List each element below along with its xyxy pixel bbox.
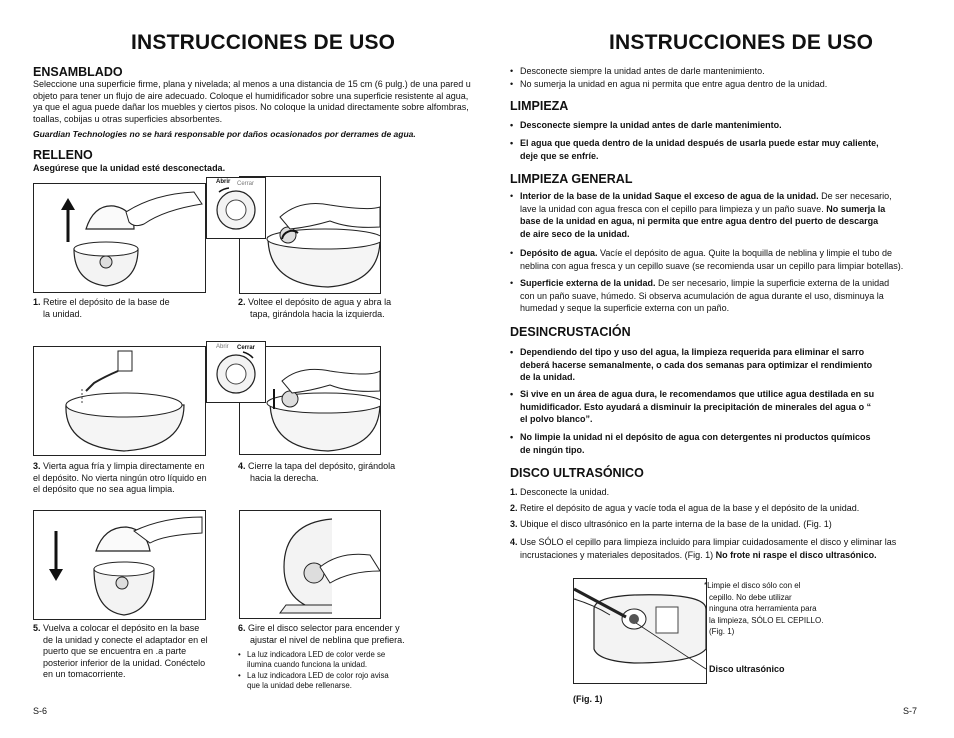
page-title-right: INSTRUCCIONES DE USO bbox=[609, 31, 874, 54]
bullet-text: De ser necesario, bbox=[818, 191, 892, 201]
bullet-text: humidificador. Esto ayudará a disminuir la precipitación de minerales del agua o “ bbox=[520, 401, 872, 412]
desincrustacion-bullet-1 bbox=[510, 346, 872, 384]
bullet-text-bold: de aire seco de la unidad. bbox=[520, 228, 630, 239]
section-heading-limpieza: LIMPIEZA bbox=[510, 99, 569, 113]
limpieza-bullet-2 bbox=[510, 137, 879, 162]
disco-step-2 bbox=[510, 502, 859, 515]
text-line: Seleccione una superficie firme, plana y nivelada; al menos a una distancia de 15 cm (6 pulg.) de una pared u bbox=[33, 79, 471, 89]
led-note-red bbox=[238, 671, 389, 691]
disco-step-4 bbox=[510, 536, 896, 561]
dial-label-open: Abrir bbox=[216, 179, 231, 185]
step-text: Gire el disco selector para encender y bbox=[248, 623, 400, 633]
step-text: tapa, girándola hacia la izquierda. bbox=[250, 308, 385, 319]
bullet-text: Dependiendo del tipo y uso del agua, la limpieza requerida para eliminar el sarro bbox=[520, 347, 865, 357]
limpieza-bullet-1: • Desconecte siempre la unidad antes de darle mantenimiento. bbox=[510, 119, 782, 132]
step-text: el depósito. No vierta ningún otro líquido en bbox=[33, 472, 207, 483]
dial-label-open: Abrir bbox=[216, 344, 229, 350]
section-heading-disco-ultrasonico: DISCO ULTRASÓNICO bbox=[510, 466, 644, 480]
step-text: Retire el depósito de agua y vacíe toda el agua de la base y el depósito de la unidad. bbox=[520, 503, 860, 513]
bullet-text-bold: Superficie externa de la unidad. bbox=[520, 278, 656, 288]
note-text: cepillo. No debe utilizar bbox=[709, 592, 792, 602]
step-text: hacia la derecha. bbox=[250, 472, 319, 483]
bullet-text-bold: Interior de la base de la unidad Saque el exceso de agua de la unidad. bbox=[520, 191, 819, 201]
step-number: 6. bbox=[238, 623, 246, 633]
general-bullet-3 bbox=[510, 277, 889, 315]
step-text: incrustaciones y materiales depositados. (Fig. 1) bbox=[520, 549, 716, 560]
step-3-caption bbox=[33, 461, 223, 496]
dial-label-close: Cerrar bbox=[237, 181, 255, 187]
bullet-text: No limpie la unidad ni el depósito de agua con detergentes ni productos químicos bbox=[520, 432, 871, 442]
step-1-caption bbox=[33, 297, 203, 320]
step-text: Desconecte la unidad. bbox=[520, 487, 610, 497]
step-text: posterior inferior de la unidad. Conéctelo bbox=[43, 657, 206, 668]
led-note-green bbox=[238, 650, 385, 670]
step-number: 1. bbox=[33, 297, 41, 307]
bullet-text: El agua que queda dentro de la unidad después de usarla puede estar muy caliente, bbox=[520, 138, 879, 148]
note-text: La luz indicadora LED de color verde se bbox=[247, 650, 386, 659]
step-number: 2. bbox=[238, 297, 246, 307]
relleno-note: Asegúrese que la unidad esté desconectada. bbox=[33, 163, 226, 173]
step-number: 4. bbox=[238, 461, 246, 471]
step-number: 1. bbox=[510, 487, 518, 497]
step-text: Vierta agua fría y limpia directamente en bbox=[43, 461, 205, 471]
step-number: 3. bbox=[510, 519, 518, 529]
section-heading-desincrustacion: DESINCRUSTACIÓN bbox=[510, 325, 631, 339]
bullet-text: Si vive en un área de agua dura, le recomendamos que utilice agua destilada en su bbox=[520, 389, 875, 399]
note-text: ilumina cuando funciona la unidad. bbox=[247, 660, 368, 669]
step-5-caption bbox=[33, 623, 223, 681]
text-line: objeto para tener un flujo de aire adecuado. Coloque el humidificador sobre una superficie resistente al agua, bbox=[33, 90, 469, 101]
bullet-text: Vacíe el depósito de agua. Quite la boquilla de neblina y limpie el tubo de bbox=[597, 248, 893, 258]
note-text: La luz indicadora LED de color rojo avisa bbox=[247, 671, 389, 680]
note-text: la limpieza, SÓLO EL CEPILLO. bbox=[709, 615, 824, 625]
disco-step-3 bbox=[510, 518, 832, 531]
bullet-text-bold: No sumerja la bbox=[826, 203, 886, 214]
disclaimer: Guardian Technologies no se hará responsable por daños ocasionados por derrames de agua. bbox=[33, 129, 416, 139]
ensamblado-text bbox=[33, 79, 471, 125]
bullet-text: lave la unidad con agua fresca con el cepillo para limpieza y un paño suave. bbox=[520, 203, 827, 214]
page-number-left: S-6 bbox=[33, 706, 48, 716]
intro-bullet: • Desconecte siempre la unidad antes de darle mantenimiento. bbox=[510, 65, 765, 78]
bullet-text-bold: base de la unidad en agua, ni permita que entre agua dentro del puerto de descarga bbox=[520, 216, 879, 227]
note-text: (Fig. 1) bbox=[709, 627, 735, 636]
bullet-text: De ser necesario, limpie la superficie externa de la unidad bbox=[655, 278, 890, 288]
step-number: 4. bbox=[510, 537, 518, 547]
bullet-text: deberá hacerse semanalmente, o cada dos semanas para optimizar el rendimiento bbox=[520, 359, 873, 370]
bullet-text: de la unidad. bbox=[520, 372, 576, 383]
desincrustacion-bullet-2 bbox=[510, 388, 874, 426]
step-text: Use SÓLO el cepillo para limpieza incluido para limpiar cuidadosamente el disco y eliminar las bbox=[520, 537, 897, 547]
step-text: ajustar el nivel de neblina que prefiera. bbox=[250, 634, 405, 645]
step-text: el depósito que no sea agua limpia. bbox=[33, 484, 175, 495]
bullet-text: deje que se enfríe. bbox=[520, 150, 599, 161]
bullet-text: de ningún tipo. bbox=[520, 444, 585, 455]
section-heading-relleno: RELLENO bbox=[33, 148, 93, 162]
step-text: Vuelva a colocar el depósito en la base bbox=[43, 623, 200, 633]
step-text: Ubique el disco ultrasónico en la parte interna de la base de la unidad. (Fig. 1) bbox=[520, 519, 832, 529]
step-number: 3. bbox=[33, 461, 41, 471]
step-text: Cierre la tapa del depósito, girándola bbox=[248, 461, 396, 471]
dial-label-close: Cerrar bbox=[237, 345, 256, 351]
step-text: Voltee el depósito de agua y abra la bbox=[248, 297, 392, 307]
bullet-text: neblina con agua fresca y un cepillo suave (se recomienda usar un cepillo para limpiar botellas). bbox=[520, 260, 904, 271]
note-text: ninguna otra herramienta para bbox=[709, 604, 817, 613]
step-text: la unidad. bbox=[43, 308, 83, 319]
fig-label-disco: Disco ultrasónico bbox=[709, 664, 785, 674]
bullet-text-bold: Depósito de agua. bbox=[520, 248, 598, 258]
note-text: *Limpie el disco sólo con el bbox=[704, 581, 801, 590]
step-6-caption bbox=[238, 623, 428, 646]
step-text: de la unidad y conecte el adaptador en el bbox=[43, 634, 208, 645]
disco-step-1 bbox=[510, 486, 609, 499]
illustration-step-3 bbox=[33, 346, 206, 456]
text-line: ya que el agua puede dañar los muebles y ciertos pisos. No coloque la unidad directamente sobre alfombras, bbox=[33, 102, 469, 113]
illustration-step-1 bbox=[33, 183, 206, 293]
step-text: Retire el depósito de la base de bbox=[43, 297, 170, 307]
section-heading-ensamblado: ENSAMBLADO bbox=[33, 65, 123, 79]
step-4-caption bbox=[238, 461, 418, 484]
bullet-text: con un paño suave, húmedo. Si observa acumulación de agua durante el uso, disminuya la bbox=[520, 290, 884, 301]
bullet-text: humedad y seque la superficie externa con un paño. bbox=[520, 303, 730, 314]
page-title-left: INSTRUCCIONES DE USO bbox=[131, 31, 396, 54]
step-number: 5. bbox=[33, 623, 41, 633]
illustration-fig-1 bbox=[573, 578, 707, 684]
dial-inset-2 bbox=[206, 341, 266, 403]
step-text-bold: No frote ni raspe el disco ultrasónico. bbox=[715, 549, 877, 560]
step-2-caption bbox=[238, 297, 408, 320]
page-number-right: S-7 bbox=[903, 706, 918, 716]
illustration-step-5 bbox=[33, 510, 206, 620]
intro-bullet: • No sumerja la unidad en agua ni permita que entre agua dentro de la unidad. bbox=[510, 78, 827, 91]
text-line: toallas, cobijas u otras superficies absorbentes. bbox=[33, 113, 223, 124]
fig-note bbox=[704, 580, 823, 638]
dial-inset-1 bbox=[206, 177, 266, 239]
general-bullet-1 bbox=[510, 190, 892, 240]
desincrustacion-bullet-3 bbox=[510, 431, 871, 456]
step-number: 2. bbox=[510, 503, 518, 513]
step-text: puerto que se encuentra en .a parte bbox=[43, 646, 187, 657]
fig-caption: (Fig. 1) bbox=[573, 694, 603, 704]
section-heading-limpieza-general: LIMPIEZA GENERAL bbox=[510, 172, 633, 186]
general-bullet-2 bbox=[510, 247, 903, 272]
note-text: que la unidad debe rellenarse. bbox=[247, 681, 352, 690]
step-text: en un tomacorriente. bbox=[43, 669, 126, 680]
illustration-step-6 bbox=[239, 510, 381, 619]
bullet-text: el polvo blanco”. bbox=[520, 414, 593, 425]
